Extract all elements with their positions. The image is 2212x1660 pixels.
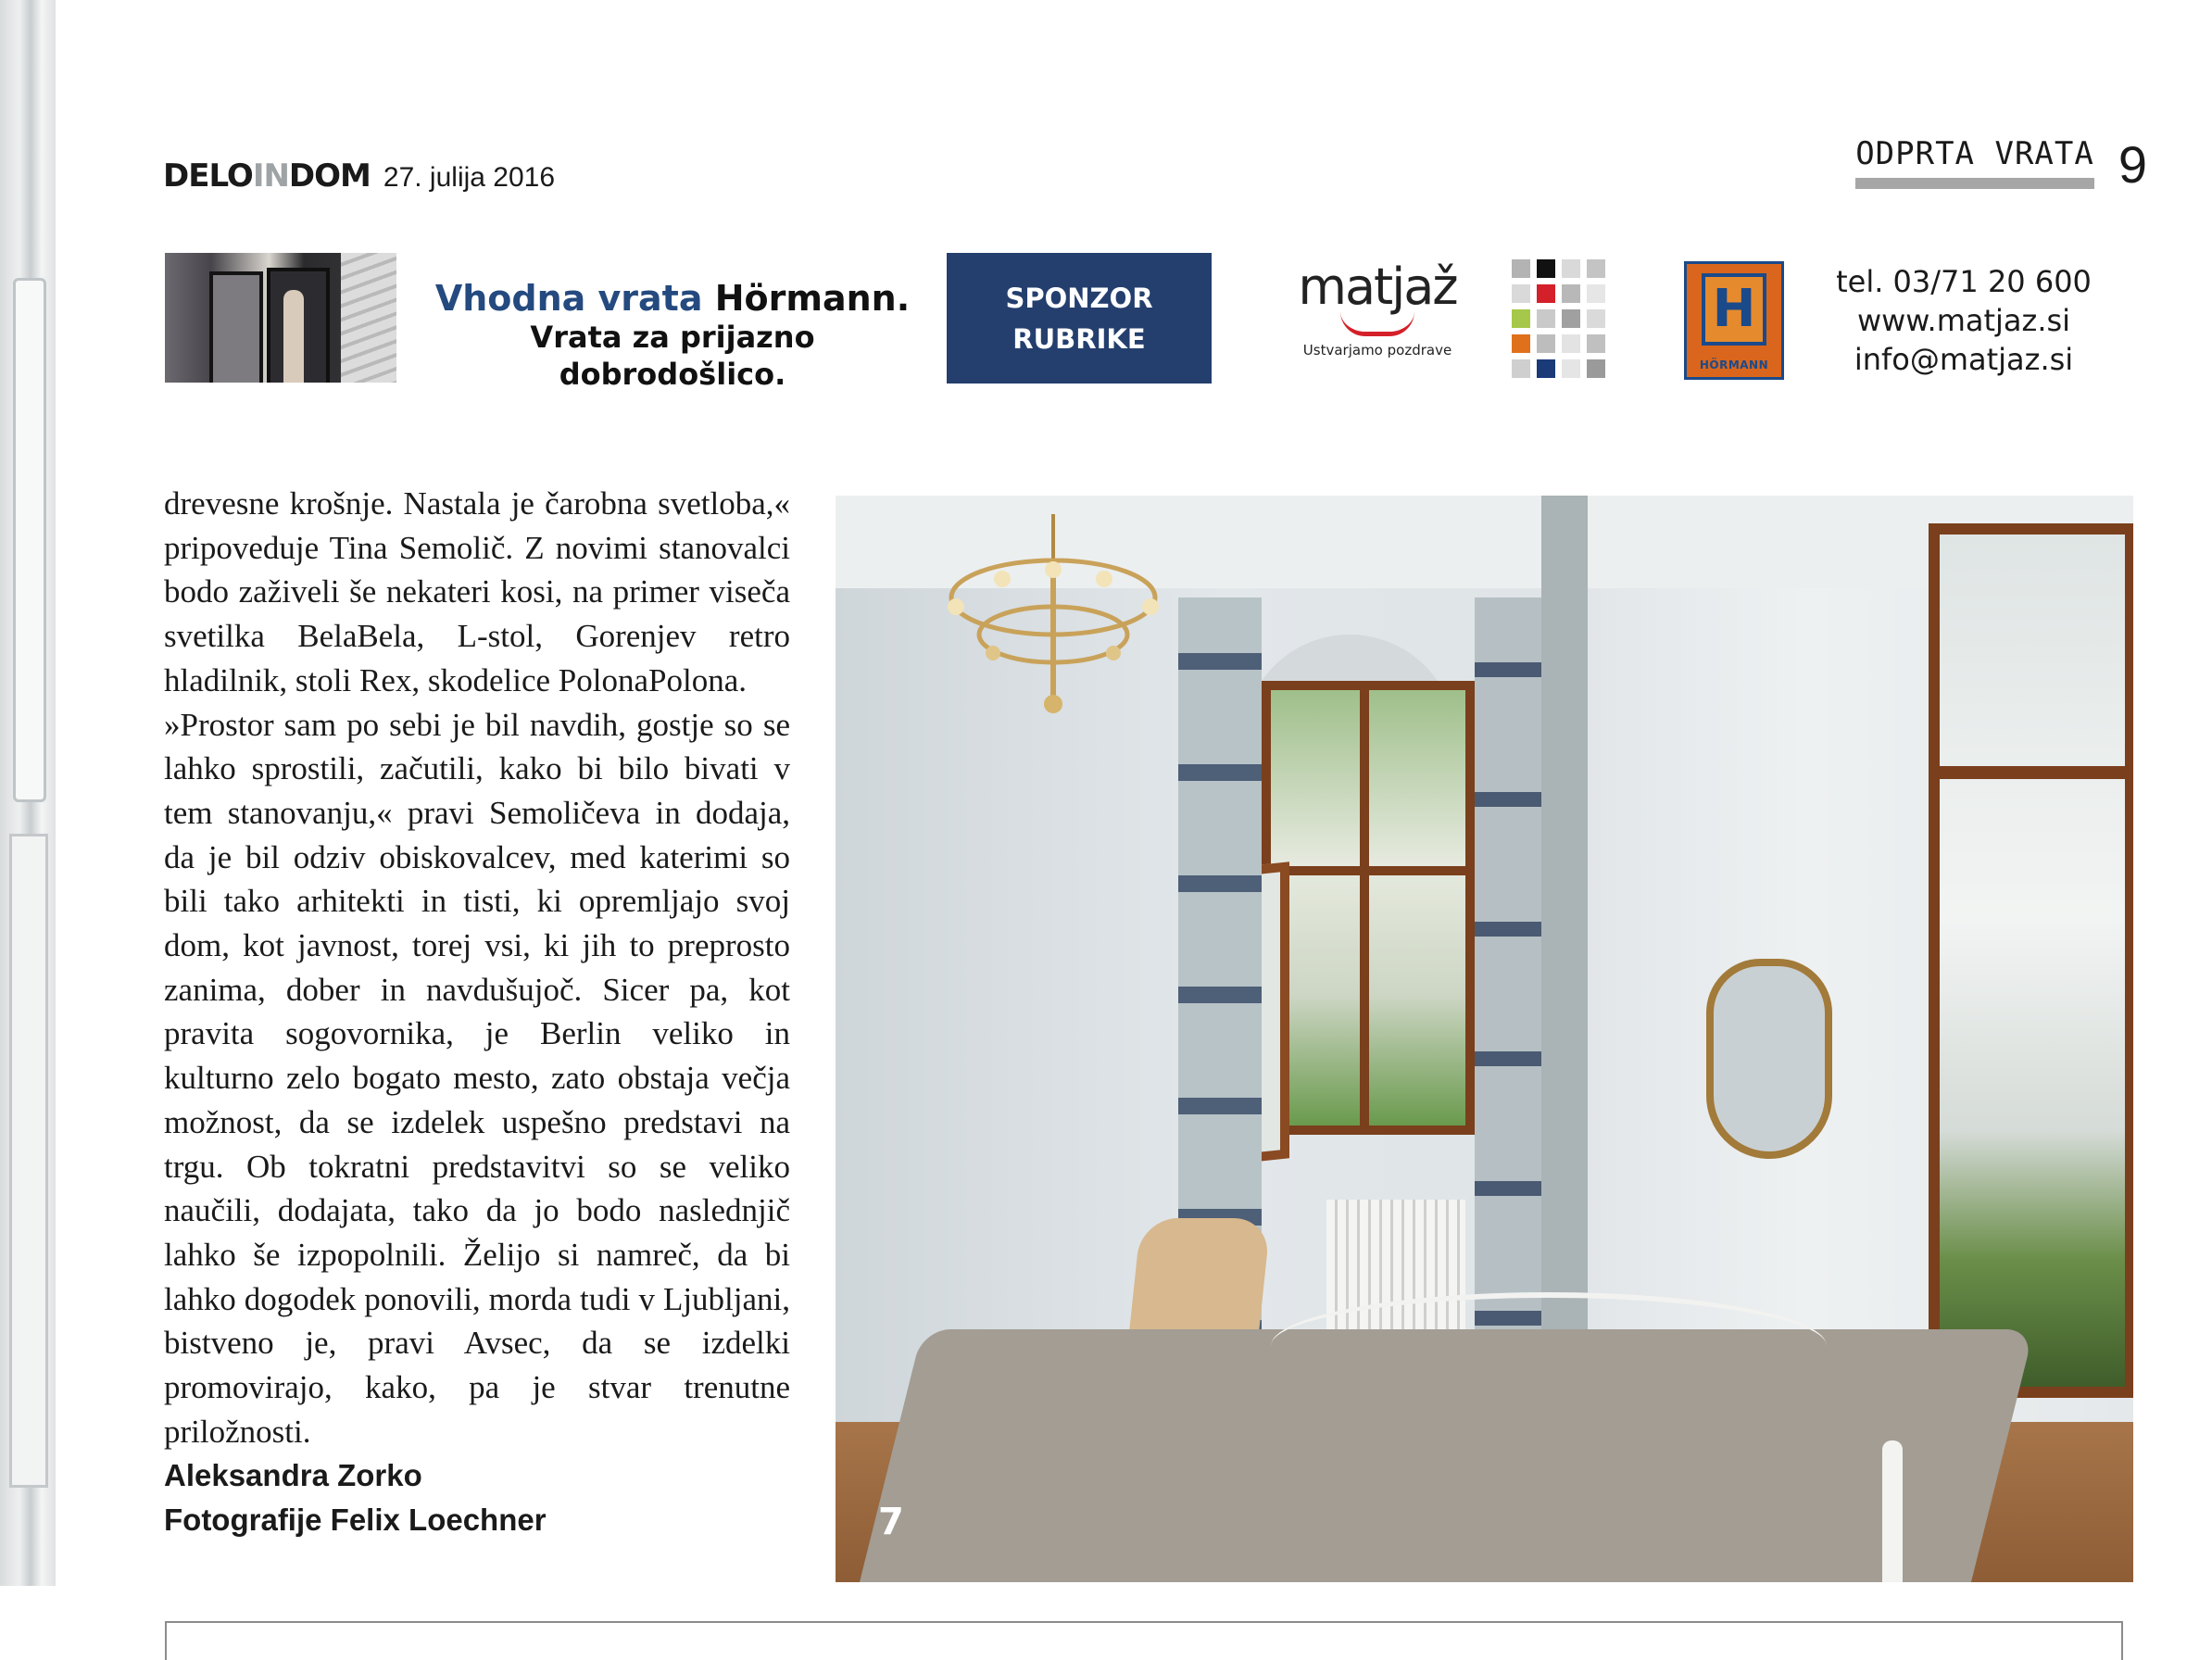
bedroom-photo (836, 496, 2133, 1582)
color-swatch (1562, 284, 1580, 303)
banner-headline (422, 278, 923, 319)
color-swatch (1537, 284, 1555, 303)
photo-number: 7 (878, 1501, 904, 1543)
color-swatch (1562, 309, 1580, 328)
section-header (1855, 135, 2147, 195)
bottom-frame (165, 1621, 2123, 1660)
color-swatch (1537, 309, 1555, 328)
window-right (1929, 523, 2133, 1398)
contact-email: info@matjaz.si (1854, 342, 2074, 377)
color-swatch (1537, 334, 1555, 353)
color-swatch (1512, 309, 1530, 328)
headline-blue-part: Vhodna vrata (434, 278, 715, 319)
color-swatch (1537, 259, 1555, 278)
color-swatch (1537, 359, 1555, 378)
window (1262, 681, 1475, 1135)
color-swatch (1512, 359, 1530, 378)
color-swatch (1512, 284, 1530, 303)
issue-date: 27. julija 2016 (383, 162, 556, 193)
matjaz-wordmark: matjaž (1298, 258, 1457, 316)
banner-door-photo (165, 253, 396, 383)
headline-brand-part: Hörmann. (714, 278, 911, 319)
bed-post (1882, 1440, 1903, 1582)
article-column (164, 482, 790, 1542)
contact-website: www.matjaz.si (1856, 303, 2071, 338)
color-swatch (1512, 334, 1530, 353)
logo-in: IN (252, 157, 289, 195)
matjaz-logo (1289, 258, 1465, 358)
logo-dom: DOM (288, 157, 371, 195)
left-page-bleed-photo (0, 0, 56, 1586)
photo-credit: Fotografije Felix Loechner (164, 1503, 547, 1538)
banner-slogan (422, 278, 923, 393)
color-swatch (1512, 259, 1530, 278)
publication-logo (163, 157, 371, 195)
contact-phone: tel. 03/71 20 600 (1836, 264, 2092, 299)
article-paragraph: drevesne krošnje. Nastala je čarobna svetloba,« pripoveduje Tina Semolič. Z novimi stanovalci bodo zaživeli še nekateri kosi, na primer viseča svetilka BelaBela, L-stol, Gorenjev retro hladilnik, stoli Rex, skodelice PolonaPolona. (164, 485, 790, 698)
door-panel (13, 278, 46, 802)
page-number: 9 (2118, 135, 2147, 194)
door-panel-lower (9, 834, 48, 1488)
color-swatch (1587, 284, 1605, 303)
hormann-wordmark: HÖRMANN (1699, 358, 1769, 371)
logo-delo: DELO (163, 157, 253, 195)
contact-info (1816, 262, 2112, 379)
color-swatch (1587, 359, 1605, 378)
color-swatch (1587, 259, 1605, 278)
color-swatch (1587, 309, 1605, 328)
masthead (163, 157, 555, 195)
color-swatch (1562, 359, 1580, 378)
chandelier-icon (919, 514, 1188, 727)
article-paragraph: »Prostor sam po sebi je bil navdih, gostje so se lahko sprostili, začutili, kako bi bilo bivati v tem stanovanju,« pravi Semoličeva in dodaja, da je bil odziv obiskovalcev, med katerimi so bili tako arhitekti in tisti, ki opremljajo svoj dom, kot javnost, torej vsi, ki jih to preprosto zanima, dober in navdušujoč. Sicer pa, kot pravita sogovornika, je Berlin veliko in kulturno zelo bogato mesto, zato obstaja večja možnost, da se izdelek uspešno predstavi na trgu. Ob tokratni predstavitvi so se veliko naučili, dodajata, tako da jo bodo naslednjič lahko še izpopolnili. Želijo si namreč, da bi lahko dogodek ponovili, morda tudi v Ljubljani, bistveno je, pravi Avsec, da se izdelki promovirajo, kako, pa je stvar trenutne priložnosti. (164, 706, 790, 1450)
section-title: ODPRTA VRATA (1855, 135, 2094, 189)
color-swatch-grid (1512, 259, 1605, 378)
bed-frame (1271, 1292, 1827, 1400)
banner-subline: Vrata za prijazno dobrodošlico. (530, 320, 815, 392)
sponsor-badge (947, 253, 1212, 384)
author-byline: Aleksandra Zorko (164, 1458, 422, 1493)
color-swatch (1587, 334, 1605, 353)
matjaz-tagline: Ustvarjamo pozdrave (1302, 342, 1452, 358)
sponsor-label-1: SPONZOR (1005, 282, 1153, 314)
hormann-logo (1684, 261, 1784, 380)
sponsor-label-2: RUBRIKE (1012, 322, 1146, 355)
color-swatch (1562, 334, 1580, 353)
color-swatch (1562, 259, 1580, 278)
hormann-h-icon: H (1702, 273, 1766, 346)
wall-mirror (1706, 959, 1832, 1159)
